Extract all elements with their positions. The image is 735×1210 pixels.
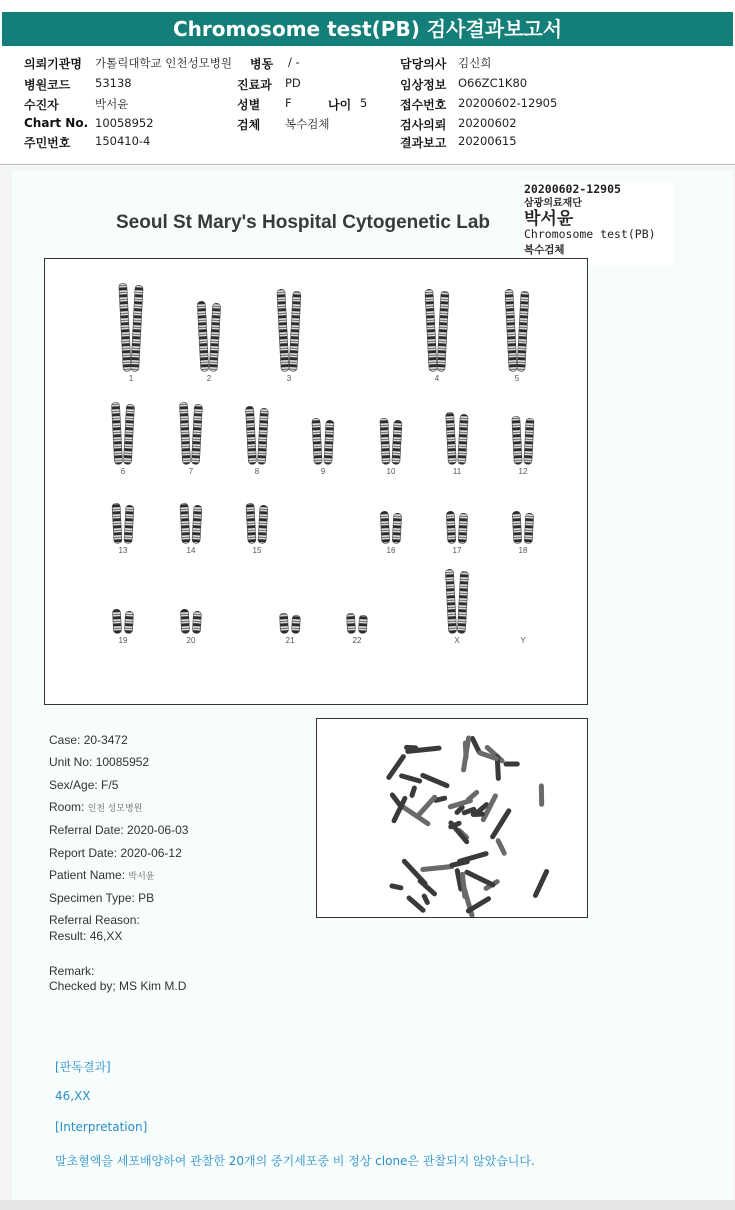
unit-no-label: Unit No:	[49, 755, 93, 769]
metaphase-chromosome	[461, 735, 472, 773]
referral-reason-row	[49, 913, 140, 927]
case-value: 20-3472	[83, 733, 128, 747]
case-row	[49, 733, 128, 747]
metaphase-chromosome	[399, 773, 423, 784]
metaphase-layer	[385, 735, 550, 917]
report-id-foundation: 삼광의료재단	[524, 198, 582, 209]
chromosome-11-a	[446, 412, 457, 464]
chromosome-pair-X	[445, 569, 468, 633]
karyogram-image	[44, 258, 588, 705]
chromosome-pair-8	[245, 406, 268, 464]
chromosome-label-6: 6	[120, 467, 126, 476]
value-doctor: 김신희	[458, 56, 492, 70]
value-hospital-code: 53138	[95, 76, 132, 90]
bottom-bar	[0, 1200, 735, 1210]
chromosome-pair-21	[279, 613, 300, 633]
specimen-type-label: Specimen Type:	[49, 891, 135, 905]
report-header	[0, 0, 735, 166]
report-id-label	[523, 182, 673, 266]
specimen-type-value: PB	[138, 891, 155, 905]
sex-age-row	[49, 778, 118, 792]
chromosome-label-7: 7	[188, 467, 194, 476]
label-age: 나이	[328, 98, 352, 112]
chromosome-pair-18	[512, 511, 534, 543]
chromosome-label-14: 14	[186, 546, 196, 555]
label-doctor: 담당의사	[400, 57, 447, 71]
chromosome-2-b	[209, 303, 221, 371]
chromosome-label-5: 5	[514, 374, 520, 383]
report-date-row	[49, 846, 182, 860]
result-heading: [판독결과]	[55, 1060, 111, 1074]
unit-no-value: 10085952	[95, 755, 150, 769]
chromosome-5-b	[517, 291, 529, 371]
interpretation-text: 말초혈액을 세포배양하여 관찰한 20개의 중기세포중 비 정상 clone은 관찰되지 않았습니다.	[55, 1154, 535, 1168]
chromosome-pair-6	[111, 402, 134, 464]
patient-name-label: Patient Name:	[49, 868, 126, 882]
label-clinical-info: 임상정보	[400, 78, 447, 92]
chromosome-3-a	[277, 289, 289, 371]
report-title: Chromosome test(PB) 검사결과보고서	[2, 12, 733, 46]
chromosome-13-b	[124, 505, 134, 543]
sex-age-value: F/5	[101, 778, 119, 792]
patient-name-value: 박서윤	[128, 871, 155, 881]
label-hospital-code: 병원코드	[24, 78, 71, 92]
label-patient: 수진자	[24, 98, 59, 112]
chromosome-label-8: 8	[254, 467, 260, 476]
chromosome-2-a	[197, 301, 209, 371]
room-label: Room:	[49, 800, 85, 814]
metaphase-chromosome	[404, 745, 418, 751]
chromosome-14-a	[180, 503, 190, 543]
case-label: Case:	[49, 733, 81, 747]
chromosome-14-b	[192, 505, 202, 543]
chromosome-6-b	[123, 404, 134, 464]
chromosome-6-a	[111, 402, 122, 464]
chromosome-pair-9	[312, 418, 334, 464]
chromosome-11-b	[458, 414, 469, 464]
chromosome-label-10: 10	[386, 467, 396, 476]
chromosome-label-9: 9	[320, 467, 326, 476]
label-chart-no: Chart No.	[24, 116, 89, 130]
chromosome-22-a	[346, 613, 355, 633]
value-resident-no: 150410-4	[95, 134, 151, 148]
report-date-value: 2020-06-12	[120, 846, 182, 860]
chromosome-pair-7	[179, 402, 202, 464]
chromosome-label-13: 13	[118, 546, 128, 555]
chromosome-X-b	[457, 571, 468, 633]
metaphase-chromosome	[409, 785, 418, 799]
chromosome-label-4: 4	[434, 374, 440, 383]
chromosome-17-b	[458, 513, 468, 543]
metaphase-chromosome	[503, 762, 519, 767]
chromosome-1-b	[131, 285, 143, 371]
chromosome-21-b	[291, 615, 300, 633]
patient-name-row	[49, 868, 154, 882]
chromosome-20-b	[192, 611, 201, 633]
chromosome-label-11: 11	[452, 467, 462, 476]
chromosome-label-19: 19	[118, 636, 128, 645]
metaphase-chromosome	[532, 868, 550, 899]
metaphase-svg	[317, 719, 587, 917]
value-ward: / -	[288, 55, 300, 69]
chromosome-12-a	[512, 416, 523, 464]
interpretation-heading: [Interpretation]	[55, 1120, 148, 1134]
chromosome-label-Y: Y	[520, 636, 526, 645]
chromosome-pair-5	[505, 289, 529, 371]
chromosome-20-a	[180, 609, 189, 633]
chromosome-label-12: 12	[518, 467, 528, 476]
value-specimen: 복수검체	[285, 117, 330, 131]
chromosome-pair-15	[246, 503, 268, 543]
chromosome-16-a	[380, 511, 390, 543]
chromosome-22-b	[358, 615, 367, 633]
chromosome-label-22: 22	[352, 636, 362, 645]
chromosome-18-a	[512, 511, 522, 543]
metaphase-spread-image	[316, 718, 588, 918]
chromosome-10-a	[380, 418, 390, 464]
chromosome-16-b	[392, 513, 402, 543]
chromosome-X-a	[445, 569, 456, 633]
chromosome-19-a	[112, 609, 121, 633]
metaphase-chromosome	[421, 893, 431, 906]
metaphase-chromosome	[495, 837, 508, 856]
chromosome-pair-19	[112, 609, 133, 633]
result-value: 46,XX	[89, 929, 123, 943]
checked-by-row	[49, 979, 186, 993]
chromosome-9-a	[312, 418, 322, 464]
referral-date-row	[49, 823, 188, 837]
chromosome-pair-17	[446, 511, 468, 543]
chromosome-pair-2	[197, 301, 221, 371]
chromosome-1-a	[119, 283, 132, 371]
chromosome-21-a	[279, 613, 288, 633]
chromosome-pair-13	[112, 503, 134, 543]
value-department: PD	[285, 76, 301, 90]
chromosome-pair-16	[380, 511, 402, 543]
remark-label: Remark:	[49, 964, 95, 978]
room-value: 인천 성모병원	[87, 803, 143, 813]
lab-title: Seoul St Mary's Hospital Cytogenetic Lab	[116, 212, 491, 233]
chromosome-pair-1	[119, 283, 143, 371]
checked-by-label: Checked by;	[49, 979, 116, 993]
chromosome-label-21: 21	[285, 636, 295, 645]
chromosome-label-3: 3	[286, 374, 292, 383]
chromosome-pair-10	[380, 418, 402, 464]
chromosome-3-b	[289, 291, 301, 371]
value-institution: 가톨릭대학교 인천성모병원	[95, 56, 232, 70]
referral-date-label: Referral Date:	[49, 823, 124, 837]
chromosome-pair-3	[277, 289, 301, 371]
metaphase-chromosome	[464, 869, 497, 888]
metaphase-chromosome	[489, 807, 512, 840]
label-receipt-no: 접수번호	[400, 98, 447, 112]
chromosome-10-b	[392, 420, 402, 464]
chromosome-19-b	[124, 611, 133, 633]
report-id-number: 20200602-12905	[524, 182, 621, 196]
result-label: Result:	[49, 929, 87, 943]
metaphase-chromosome	[415, 794, 439, 820]
chromosome-18-b	[524, 513, 534, 543]
chromosome-9-b	[324, 420, 334, 464]
report-id-test: Chromosome test(PB)	[524, 227, 656, 241]
chromosome-7-a	[179, 402, 190, 464]
result-row	[49, 929, 122, 943]
report-id-name: 박서윤	[524, 209, 574, 229]
chromosome-5-a	[505, 289, 517, 371]
label-request-date: 검사의뢰	[400, 118, 447, 132]
karyogram-svg	[45, 259, 587, 704]
metaphase-chromosome	[539, 783, 544, 806]
report-date-label: Report Date:	[49, 846, 118, 860]
checked-by-value: MS Kim M.D	[119, 979, 187, 993]
referral-reason-label: Referral Reason:	[49, 913, 140, 927]
specimen-type-row	[49, 891, 154, 905]
chromosome-4-b	[437, 291, 449, 371]
chromosome-13-a	[112, 503, 122, 543]
value-age: 5	[360, 96, 368, 110]
chromosome-label-1: 1	[128, 374, 134, 383]
chromosome-4-a	[425, 289, 437, 371]
header-divider	[0, 164, 735, 165]
metaphase-chromosome	[420, 772, 451, 789]
chromosome-7-b	[191, 404, 202, 464]
chromosome-pair-12	[512, 416, 534, 464]
chromosome-8-b	[257, 408, 268, 464]
unit-no-row	[49, 755, 149, 769]
chromosome-pair-14	[180, 503, 202, 543]
room-row	[49, 800, 142, 814]
chromosome-label-16: 16	[386, 546, 396, 555]
label-specimen: 검체	[237, 118, 261, 132]
chromosome-layer	[111, 283, 534, 645]
remark-row	[49, 964, 94, 978]
value-chart-no: 10058952	[95, 116, 154, 130]
metaphase-chromosome	[457, 851, 490, 865]
chromosome-17-a	[446, 511, 456, 543]
result-text: 46,XX	[55, 1089, 91, 1103]
chromosome-12-b	[524, 418, 534, 464]
label-ward: 병동	[250, 57, 274, 71]
label-resident-no: 주민번호	[24, 136, 71, 150]
sex-age-label: Sex/Age:	[49, 778, 98, 792]
chromosome-15-b	[258, 505, 268, 543]
chromosome-label-2: 2	[206, 374, 212, 383]
label-sex: 성별	[237, 98, 261, 112]
label-department: 진료과	[237, 78, 272, 92]
chromosome-pair-22	[346, 613, 367, 633]
chromosome-label-X: X	[454, 636, 460, 645]
value-patient: 박서윤	[95, 97, 129, 111]
chromosome-pair-11	[446, 412, 469, 464]
chromosome-label-18: 18	[518, 546, 528, 555]
value-request-date: 20200602	[458, 116, 517, 130]
chromosome-15-a	[246, 503, 256, 543]
value-clinical-info: O66ZC1K80	[458, 76, 528, 90]
chromosome-label-17: 17	[452, 546, 462, 555]
chromosome-label-20: 20	[186, 636, 196, 645]
chromosome-8-a	[245, 406, 256, 464]
chromosome-pair-4	[425, 289, 449, 371]
label-institution: 의뢰기관명	[24, 57, 82, 71]
value-sex: F	[285, 96, 292, 110]
chromosome-pair-20	[180, 609, 201, 633]
referral-date-value: 2020-06-03	[127, 823, 189, 837]
metaphase-chromosome	[401, 858, 429, 887]
metaphase-chromosome	[389, 883, 404, 891]
chromosome-label-15: 15	[252, 546, 262, 555]
label-report-date: 결과보고	[400, 136, 447, 150]
value-receipt-no: 20200602-12905	[458, 96, 558, 110]
report-id-specimen: 복수검체	[524, 244, 565, 256]
value-report-date: 20200615	[458, 134, 517, 148]
